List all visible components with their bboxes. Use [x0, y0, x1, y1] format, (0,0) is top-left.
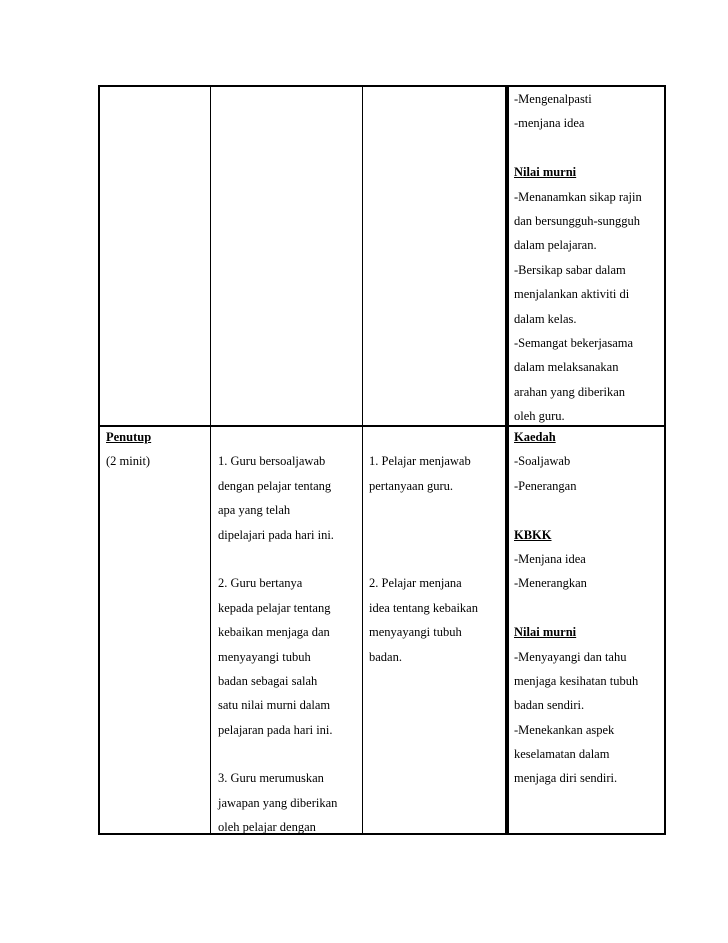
cell-line: arahan yang diberikan: [514, 384, 626, 399]
cell-line: 2. Pelajar menjana: [369, 576, 462, 591]
column-divider: [508, 87, 509, 833]
cell-line: dipelajari pada hari ini.: [218, 527, 334, 542]
cell-line: menyayangi tubuh: [218, 649, 311, 664]
cell-heading: Nilai murni: [514, 165, 577, 180]
cell-line: [369, 425, 505, 449]
cell-line: dalam pelajaran.: [514, 238, 597, 253]
row2-col3-cell: [369, 425, 505, 669]
cell-heading: Kaedah: [514, 430, 556, 444]
row2-col4-cell: [514, 425, 666, 791]
cell-line: oleh guru.: [514, 409, 565, 424]
column-divider: [362, 87, 363, 833]
cell-line: -Menjana idea: [514, 551, 586, 566]
cell-line: oleh pelajar dengan: [218, 820, 316, 835]
cell-line: menjaga diri sendiri.: [514, 771, 618, 786]
cell-line: -Soaljawab: [514, 454, 571, 469]
cell-line: jawapan yang diberikan: [218, 795, 338, 810]
cell-line: [514, 498, 666, 522]
column-divider: [210, 87, 211, 833]
cell-heading: Nilai murni: [514, 625, 577, 640]
cell-line: -Penerangan: [514, 478, 577, 493]
cell-line: apa yang telah: [218, 503, 291, 518]
cell-line: 1. Pelajar menjawab: [369, 454, 471, 469]
cell-line: [369, 523, 505, 547]
cell-line: -Menekankan aspek: [514, 722, 615, 737]
cell-line: satu nilai murni dalam: [218, 698, 331, 713]
cell-line: [218, 425, 362, 449]
cell-line: -menjana idea: [514, 116, 585, 131]
cell-line: dalam melaksanakan: [514, 360, 619, 375]
cell-line: -Menanamkan sikap rajin: [514, 189, 642, 204]
cell-line: dan bersungguh-sungguh: [514, 213, 641, 228]
cell-line: -Mengenalpasti: [514, 92, 592, 106]
cell-line: dengan pelajar tentang: [218, 478, 332, 493]
cell-line: badan sendiri.: [514, 698, 585, 713]
cell-line: [369, 498, 505, 522]
cell-line: badan sebagai salah: [218, 673, 318, 688]
cell-line: 2. Guru bertanya: [218, 576, 303, 591]
cell-heading: Penutup: [106, 430, 152, 444]
cell-line: -Menyayangi dan tahu: [514, 649, 627, 664]
row2-col2-cell: [218, 425, 362, 840]
cell-line: menjalankan aktiviti di: [514, 287, 630, 302]
cell-line: pelajaran pada hari ini.: [218, 722, 333, 737]
cell-line: keselamatan dalam: [514, 747, 610, 762]
cell-line: menyayangi tubuh: [369, 625, 462, 640]
cell-line: (2 minit): [106, 454, 151, 469]
cell-line: menjaga kesihatan tubuh: [514, 673, 639, 688]
row2-col1-cell: [106, 425, 210, 474]
cell-line: [369, 547, 505, 571]
cell-line: 3. Guru merumuskan: [218, 771, 324, 786]
cell-line: [218, 742, 362, 766]
cell-line: [218, 547, 362, 571]
cell-line: idea tentang kebaikan: [369, 600, 478, 615]
cell-line: [514, 136, 666, 160]
cell-line: -Bersikap sabar dalam: [514, 262, 626, 277]
row1-col4-cell: [514, 87, 666, 428]
cell-heading: KBKK: [514, 527, 552, 542]
cell-line: [514, 596, 666, 620]
cell-line: pertanyaan guru.: [369, 478, 453, 493]
cell-line: -Menerangkan: [514, 576, 587, 591]
cell-line: badan.: [369, 649, 402, 664]
cell-line: -Semangat bekerjasama: [514, 335, 634, 350]
cell-line: dalam kelas.: [514, 311, 577, 326]
column-divider: [505, 87, 508, 833]
cell-line: 1. Guru bersoaljawab: [218, 454, 326, 469]
cell-line: kebaikan menjaga dan: [218, 625, 330, 640]
cell-line: kepada pelajar tentang: [218, 600, 331, 615]
lesson-plan-table: [98, 85, 666, 835]
